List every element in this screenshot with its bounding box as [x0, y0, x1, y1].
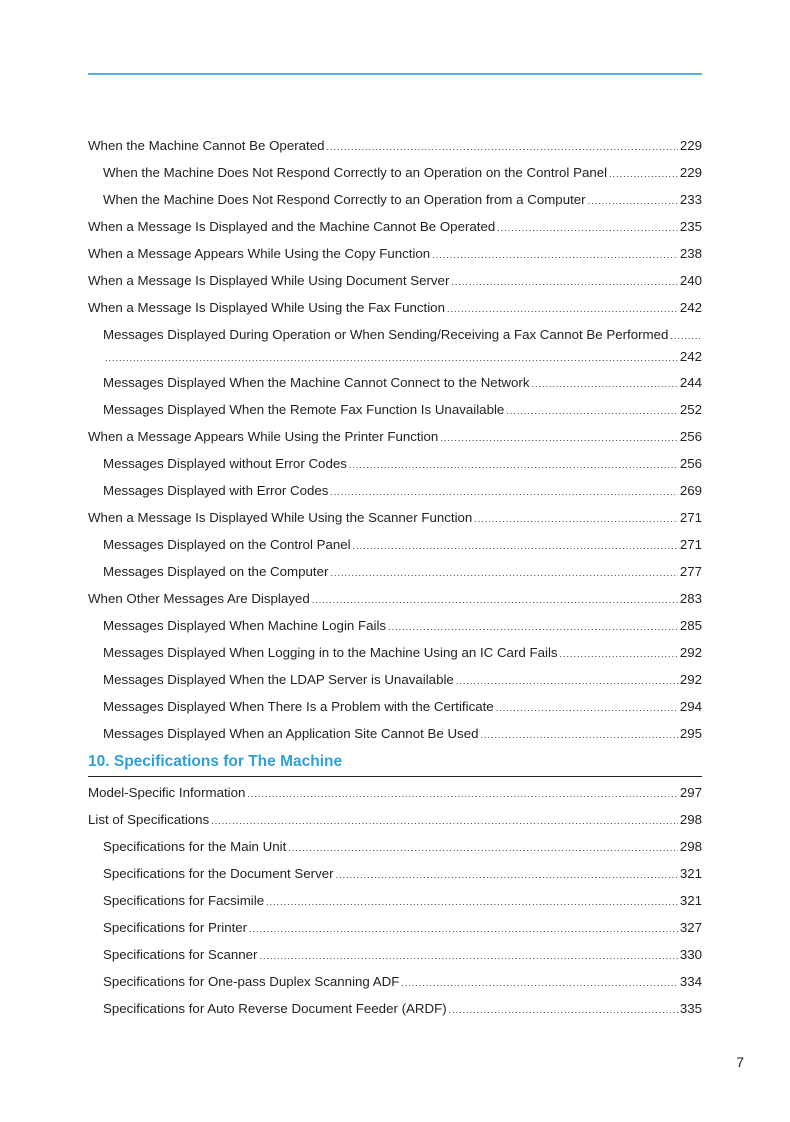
toc-entry-page: 256 — [679, 429, 702, 444]
dot-leader — [506, 396, 677, 425]
page-number: 7 — [736, 1054, 744, 1070]
toc-entry-title: When the Machine Does Not Respond Correctly to an Operation on the Control Panel — [103, 165, 608, 180]
toc-entry[interactable] — [88, 639, 702, 666]
toc-entry[interactable] — [88, 213, 702, 240]
toc-entry-page: 229 — [679, 138, 702, 153]
dot-leader — [330, 477, 677, 506]
toc-entry[interactable] — [88, 806, 702, 833]
toc-entry-page: 242 — [679, 349, 702, 364]
dot-leader — [401, 968, 677, 997]
toc-entry-page: 271 — [679, 510, 702, 525]
toc-entry-title: Messages Displayed When the LDAP Server is Unavailable — [103, 672, 454, 687]
chapter-rule — [88, 776, 702, 777]
toc-entry-title: Messages Displayed without Error Codes — [103, 456, 347, 471]
toc-entry-page: 238 — [679, 246, 702, 261]
toc-entry[interactable] — [88, 720, 702, 747]
toc-entry-title: Messages Displayed with Error Codes — [103, 483, 329, 498]
dot-leader — [312, 585, 678, 614]
toc-entry-page: 233 — [679, 192, 702, 207]
chapter-heading[interactable]: 10. Specifications for The Machine — [88, 753, 343, 770]
toc-entry-title: Messages Displayed When Machine Login Fails — [103, 618, 387, 633]
dot-leader — [449, 995, 678, 1024]
toc-entry-title: Specifications for Printer — [103, 920, 248, 935]
toc-entry-title: When the Machine Does Not Respond Correctly to an Operation from a Computer — [103, 192, 586, 207]
toc-entry-title: Specifications for One-pass Duplex Scanning ADF — [103, 974, 400, 989]
dot-leader — [353, 531, 678, 560]
toc-entry[interactable] — [88, 267, 702, 294]
toc-entry[interactable] — [88, 693, 702, 720]
toc-entry[interactable] — [88, 477, 702, 504]
toc-entry-title: When a Message Is Displayed While Using the Fax Function — [88, 300, 445, 315]
dot-leader — [388, 612, 678, 641]
dot-leader — [211, 806, 678, 835]
toc-entry-title: Specifications for Auto Reverse Document Feeder (ARDF) — [103, 1001, 447, 1016]
toc-entry[interactable] — [88, 995, 702, 1022]
toc-entry-title: When a Message Is Displayed and the Machine Cannot Be Operated — [88, 219, 496, 234]
toc-entry-title: Messages Displayed When Logging in to the Machine Using an IC Card Fails — [103, 645, 558, 660]
toc-entry[interactable] — [88, 860, 702, 887]
dot-leader — [456, 666, 678, 695]
toc-entry[interactable] — [88, 159, 702, 186]
toc-entry-page: 335 — [679, 1001, 702, 1016]
header-rule — [88, 73, 702, 75]
toc-entry-title: Messages Displayed When an Application Site Cannot Be Used — [103, 726, 479, 741]
toc-entry-title: Specifications for Facsimile — [103, 893, 265, 908]
dot-leader — [588, 186, 678, 215]
toc-entry-page: 271 — [679, 537, 702, 552]
toc-entry-title: Messages Displayed When the Machine Cannot Connect to the Network — [103, 375, 530, 390]
dot-leader — [451, 267, 677, 296]
toc-entry[interactable] — [88, 558, 702, 585]
toc-entry[interactable] — [88, 612, 702, 639]
toc-entry[interactable] — [88, 968, 702, 995]
toc-group-1 — [88, 132, 702, 747]
toc-entry-title: Messages Displayed When There Is a Problem with the Certificate — [103, 699, 494, 714]
toc-entry-title: Specifications for Scanner — [103, 947, 258, 962]
toc-entry-page: 298 — [679, 812, 702, 827]
toc-entry[interactable] — [88, 240, 702, 267]
toc-entry-page: 297 — [679, 785, 702, 800]
toc-entry-page: 321 — [679, 893, 702, 908]
toc-entry[interactable] — [88, 294, 702, 321]
toc-entry[interactable] — [88, 423, 702, 450]
toc-group-2 — [88, 779, 702, 1022]
toc-entry[interactable] — [88, 531, 702, 558]
toc-entry[interactable] — [88, 504, 702, 531]
dot-leader — [480, 720, 677, 749]
toc-entry-title: When Other Messages Are Displayed — [88, 591, 310, 606]
toc-entry[interactable] — [88, 132, 702, 159]
dot-leader — [447, 294, 678, 323]
toc-entry-page: 295 — [679, 726, 702, 741]
toc-entry-title: When a Message Appears While Using the Printer Function — [88, 429, 439, 444]
dot-leader — [474, 504, 677, 533]
dot-leader — [432, 240, 678, 269]
dot-leader — [288, 833, 678, 862]
dot-leader — [259, 941, 677, 970]
toc-entry-page: 292 — [679, 645, 702, 660]
dot-leader — [266, 887, 678, 916]
toc-entry[interactable] — [88, 666, 702, 693]
toc-entry[interactable] — [88, 779, 702, 806]
dot-leader — [247, 779, 677, 808]
toc-entry-page: 244 — [679, 375, 702, 390]
toc-entry-wrapped[interactable] — [88, 321, 702, 369]
toc-entry-title: Specifications for the Main Unit — [103, 839, 287, 854]
toc-entry[interactable] — [88, 186, 702, 213]
toc-entry-page: 292 — [679, 672, 702, 687]
toc-entry-page: 256 — [679, 456, 702, 471]
toc-entry-title: Model-Specific Information — [88, 785, 246, 800]
toc-entry[interactable] — [88, 585, 702, 612]
toc-entry-title: Messages Displayed When the Remote Fax Function Is Unavailable — [103, 402, 505, 417]
dot-leader — [330, 558, 677, 587]
dot-leader — [349, 450, 678, 479]
toc-entry-title: Messages Displayed on the Control Panel — [103, 537, 351, 552]
dot-leader — [560, 639, 678, 668]
dot-leader — [497, 213, 678, 242]
dot-leader — [249, 914, 678, 943]
toc-entry[interactable] — [88, 369, 702, 396]
toc-entry-title: When the Machine Cannot Be Operated — [88, 138, 325, 153]
toc-entry-page: 277 — [679, 564, 702, 579]
toc-entry-page: 229 — [679, 165, 702, 180]
toc-entry-page: 240 — [679, 273, 702, 288]
dot-leader — [609, 159, 678, 188]
toc-entry-page: 285 — [679, 618, 702, 633]
toc-entry-page: 330 — [679, 947, 702, 962]
toc-entry-page: 294 — [679, 699, 702, 714]
toc-entry-title: When a Message Is Displayed While Using the Scanner Function — [88, 510, 473, 525]
table-of-contents — [88, 132, 702, 1022]
dot-leader — [531, 369, 677, 398]
toc-entry[interactable] — [88, 914, 702, 941]
toc-entry-page: 242 — [679, 300, 702, 315]
dot-leader — [336, 860, 678, 889]
toc-entry[interactable] — [88, 833, 702, 860]
dot-leader — [105, 346, 678, 369]
toc-entry[interactable] — [88, 887, 702, 914]
toc-entry[interactable] — [88, 941, 702, 968]
toc-entry-title: Specifications for the Document Server — [103, 866, 334, 881]
dot-leader — [440, 423, 677, 452]
dot-leader — [327, 132, 678, 161]
toc-entry-page: 283 — [679, 591, 702, 606]
toc-entry-page: 334 — [679, 974, 702, 989]
dot-leader — [496, 693, 678, 722]
toc-entry-page: 327 — [679, 920, 702, 935]
toc-entry-page: 269 — [679, 483, 702, 498]
toc-entry-title: When a Message Appears While Using the Copy Function — [88, 246, 431, 261]
toc-entry-page: 252 — [679, 402, 702, 417]
toc-entry-title: List of Specifications — [88, 812, 210, 827]
toc-entry[interactable] — [88, 396, 702, 423]
toc-entry-title: Messages Displayed on the Computer — [103, 564, 329, 579]
toc-entry-page: 298 — [679, 839, 702, 854]
toc-entry-page: 321 — [679, 866, 702, 881]
toc-entry-page: 235 — [679, 219, 702, 234]
toc-entry-title: Messages Displayed During Operation or When Sending/Receiving a Fax Cannot Be Performed — [103, 327, 669, 342]
toc-entry-title: When a Message Is Displayed While Using Document Server — [88, 273, 450, 288]
toc-entry[interactable] — [88, 450, 702, 477]
